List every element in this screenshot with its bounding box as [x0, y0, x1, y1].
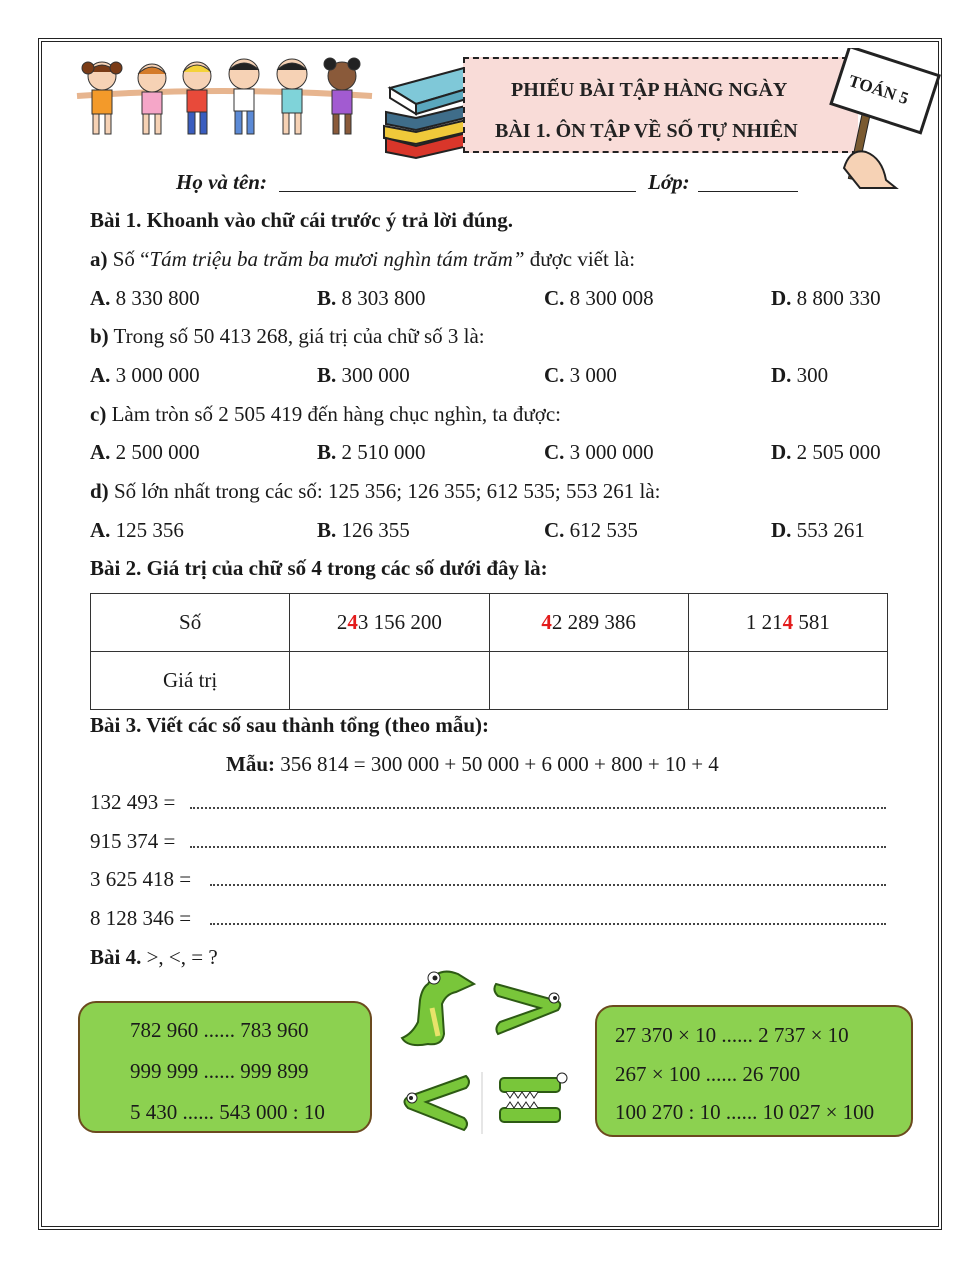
- option-c-A[interactable]: A. 2 500 000: [90, 440, 200, 464]
- table-row: [91, 652, 888, 710]
- question-b: b) Trong số 50 413 268, giá trị của chữ số 3 là:: [90, 324, 485, 348]
- option-d-D[interactable]: D. 553 261: [771, 518, 865, 542]
- header-banner: [463, 57, 858, 153]
- lesson-title: BÀI 1. ÔN TẬP VỀ SỐ TỰ NHIÊN: [495, 120, 798, 142]
- sum-line-label: 132 493 =: [90, 790, 176, 814]
- option-c-B[interactable]: B. 2 510 000: [317, 440, 426, 464]
- question-a: a) Số “Tám triệu ba trăm ba mươi nghìn tám trăm” được viết là:: [90, 247, 636, 271]
- option-a-A[interactable]: A. 8 330 800: [90, 286, 200, 310]
- question-c: c) Làm tròn số 2 505 419 đến hàng chục nghìn, ta được:: [90, 402, 561, 426]
- answer-cell[interactable]: [489, 652, 688, 710]
- exercise4-title: Bài 4. >, <, = ?: [90, 945, 218, 969]
- table-cell-number: 42 289 386: [489, 594, 688, 652]
- table-row: [91, 594, 888, 652]
- equals-icon: [480, 1068, 576, 1136]
- exercise2-title: Bài 2. Giá trị của chữ số 4 trong các số dưới đây là:: [90, 556, 548, 580]
- subject-sign: TOÁN 5: [846, 71, 911, 109]
- greater-than-icon: [492, 978, 566, 1040]
- option-d-C[interactable]: C. 612 535: [544, 518, 638, 542]
- children-illustration: [72, 56, 380, 140]
- compare-box-left: [78, 1001, 372, 1133]
- compare-item[interactable]: 999 999 ...... 999 899: [130, 1059, 309, 1083]
- worksheet-title: PHIẾU BÀI TẬP HÀNG NGÀY: [511, 79, 788, 101]
- sum-line-label: 915 374 =: [90, 829, 176, 853]
- crocodile-icon: [398, 964, 478, 1050]
- example-sum: Mẫu: 356 814 = 300 000 + 50 000 + 6 000 + 800 + 10 + 4: [226, 752, 719, 776]
- table-cell-number: 1 214 581: [688, 594, 887, 652]
- option-b-A[interactable]: A. 3 000 000: [90, 363, 200, 387]
- compare-item[interactable]: 100 270 : 10 ...... 10 027 × 100: [615, 1100, 875, 1124]
- name-label: Họ và tên:: [176, 170, 267, 194]
- option-a-C[interactable]: C. 8 300 008: [544, 286, 654, 310]
- answer-line[interactable]: [210, 923, 886, 925]
- answer-line[interactable]: [210, 884, 886, 886]
- exercise1-title: Bài 1. Khoanh vào chữ cái trước ý trả lời đúng.: [90, 208, 513, 232]
- answer-line[interactable]: [190, 846, 886, 848]
- sum-line-label: 3 625 418 =: [90, 867, 192, 891]
- compare-box-right: [595, 1005, 913, 1137]
- toan5-sign-illustration: [826, 48, 944, 192]
- question-d: d) Số lớn nhất trong các số: 125 356; 126 355; 612 535; 553 261 là:: [90, 479, 661, 503]
- option-d-B[interactable]: B. 126 355: [317, 518, 410, 542]
- option-b-B[interactable]: B. 300 000: [317, 363, 410, 387]
- option-a-B[interactable]: B. 8 303 800: [317, 286, 426, 310]
- answer-cell[interactable]: [290, 652, 489, 710]
- option-d-A[interactable]: A. 125 356: [90, 518, 184, 542]
- answer-cell[interactable]: [688, 652, 887, 710]
- answer-line[interactable]: [190, 807, 886, 809]
- sum-line-label: 8 128 346 =: [90, 906, 192, 930]
- table-cell-number: 243 156 200: [290, 594, 489, 652]
- option-b-D[interactable]: D. 300: [771, 363, 829, 387]
- digit-value-table: [90, 593, 888, 710]
- option-a-D[interactable]: D. 8 800 330: [771, 286, 881, 310]
- compare-item[interactable]: 27 370 × 10 ...... 2 737 × 10: [615, 1023, 849, 1047]
- compare-item[interactable]: 267 × 100 ...... 26 700: [615, 1062, 801, 1086]
- less-than-icon: [398, 1068, 472, 1134]
- option-c-D[interactable]: D. 2 505 000: [771, 440, 881, 464]
- compare-item[interactable]: 782 960 ...... 783 960: [130, 1018, 309, 1042]
- option-b-C[interactable]: C. 3 000: [544, 363, 617, 387]
- name-field[interactable]: [279, 191, 636, 192]
- row-label-so: Số: [91, 594, 290, 652]
- compare-item[interactable]: 5 430 ...... 543 000 : 10: [130, 1100, 325, 1124]
- option-c-C[interactable]: C. 3 000 000: [544, 440, 654, 464]
- class-label: Lớp:: [648, 170, 690, 194]
- class-field[interactable]: [698, 191, 798, 192]
- exercise3-title: Bài 3. Viết các số sau thành tổng (theo mẫu):: [90, 713, 490, 737]
- row-label-gia-tri: Giá trị: [91, 652, 290, 710]
